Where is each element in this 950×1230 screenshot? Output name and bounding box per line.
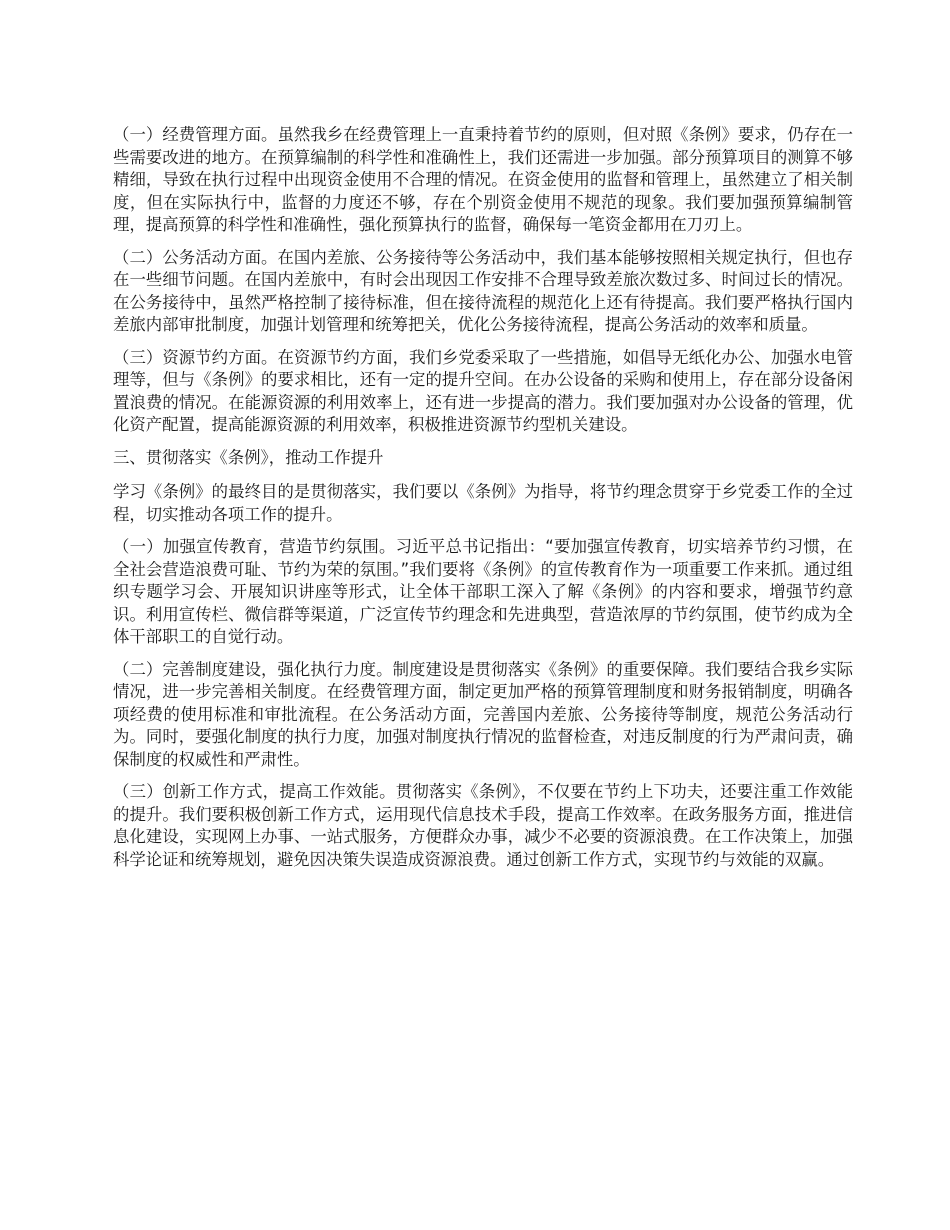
paragraph-resource-saving: （三）资源节约方面。在资源节约方面，我们乡党委采取了一些措施，如倡导无纸化办公、加强水电管理等，但与《条例》的要求相比，还有一定的提升空间。在办公设备的采购和使用上，存在部分设备闲置浪费的情况。在能源资源的利用效率上，还有进一步提高的潜力。我们要加强对办公设备的管理，优化资产配置，提高能源资源的利用效率，积极推进资源节约型机关建设。 [113, 347, 853, 434]
paragraph-official-activities: （二）公务活动方面。在国内差旅、公务接待等公务活动中，我们基本能够按照相关规定执行，但也存在一些细节问题。在国内差旅中，有时会出现因工作安排不合理导致差旅次数过多、时间过长的情况。在公务接待中，虽然严格控制了接待标准，但在接待流程的规范化上还有待提高。我们要严格执行国内差旅内部审批制度，加强计划管理和统筹把关，优化公务接待流程，提高公务活动的效率和质量。 [113, 247, 853, 334]
paragraph-work-innovation: （三）创新工作方式，提高工作效能。贯彻落实《条例》，不仅要在节约上下功夫，还要注重工作效能的提升。我们要积极创新工作方式，运用现代信息技术手段，提高工作效率。在政务服务方面，推进信息化建设，实现网上办事、一站式服务，方便群众办事，减少不必要的资源浪费。在工作决策上，加强科学论证和统筹规划，避免因决策失误造成资源浪费。通过创新工作方式，实现节约与效能的双赢。 [113, 782, 853, 869]
paragraph-publicity-education: （一）加强宣传教育，营造节约氛围。习近平总书记指出：“要加强宣传教育，切实培养节约习惯，在全社会营造浪费可耻、节约为荣的氛围。”我们要将《条例》的宣传教育作为一项重要工作来抓。通过组织专题学习会、开展知识讲座等形式，让全体干部职工深入了解《条例》的内容和要求，增强节约意识。利用宣传栏、微信群等渠道，广泛宣传节约理念和先进典型，营造浓厚的节约氛围，使节约成为全体干部职工的自觉行动。 [113, 537, 853, 646]
paragraph-implementation-intro: 学习《条例》的最终目的是贯彻落实，我们要以《条例》为指导，将节约理念贯穿于乡党委工作的全过程，切实推动各项工作的提升。 [113, 482, 853, 524]
paragraph-funding-management: （一）经费管理方面。虽然我乡在经费管理上一直秉持着节约的原则，但对照《条例》要求，仍存在一些需要改进的地方。在预算编制的科学性和准确性上，我们还需进一步加强。部分预算项目的测算不够精细，导致在执行过程中出现资金使用不合理的情况。在资金使用的监督和管理上，虽然建立了相关制度，但在实际执行中，监督的力度还不够，存在个别资金使用不规范的现象。我们要加强预算编制管理，提高预算的科学性和准确性，强化预算执行的监督，确保每一笔资金都用在刀刃上。 [113, 125, 853, 234]
section-heading-implementation: 三、贯彻落实《条例》，推动工作提升 [113, 447, 384, 467]
document-body [113, 124, 853, 881]
paragraph-system-building: （二）完善制度建设，强化执行力度。制度建设是贯彻落实《条例》的重要保障。我们要结合我乡实际情况，进一步完善相关制度。在经费管理方面，制定更加严格的预算管理制度和财务报销制度，明确各项经费的使用标准和审批流程。在公务活动方面，完善国内差旅、公务接待等制度，规范公务活动行为。同时，要强化制度的执行力度，加强对制度执行情况的监督检查，对违反制度的行为严肃问责，确保制度的权威性和严肃性。 [113, 659, 853, 769]
